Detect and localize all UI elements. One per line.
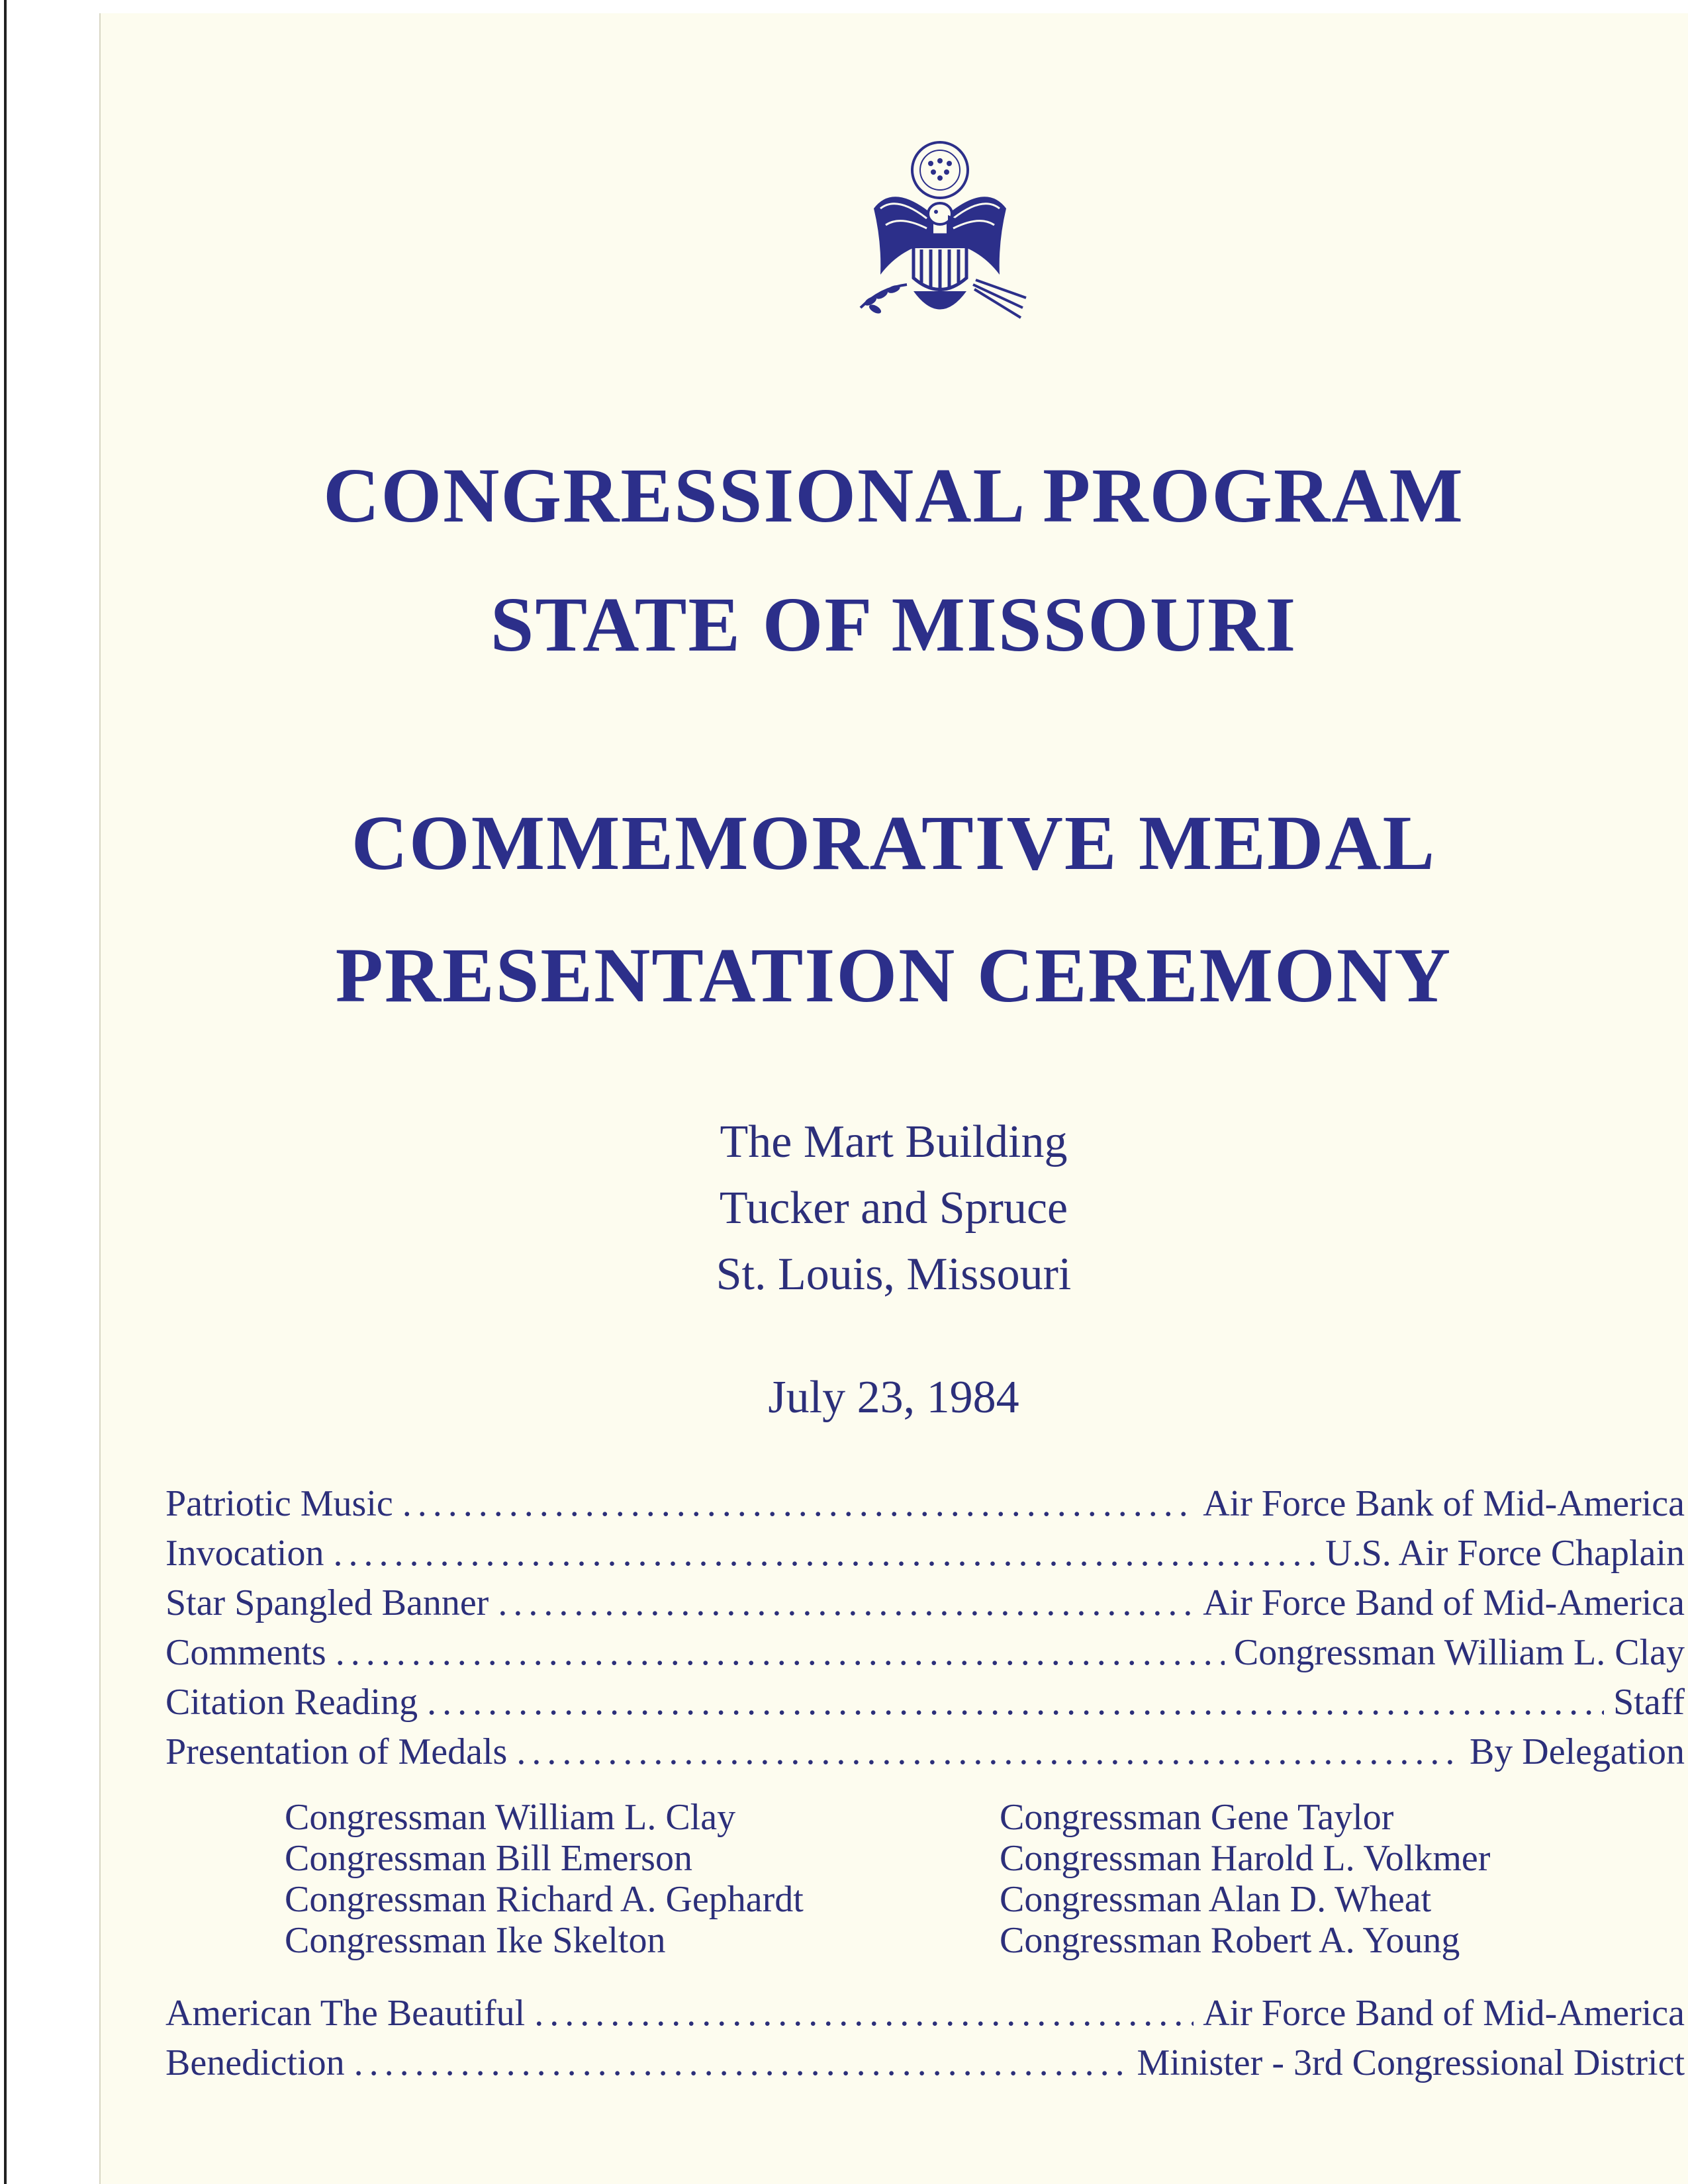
program-performer: U.S. Air Force Chaplain [1325,1533,1685,1574]
venue-city: St. Louis, Missouri [716,1249,1072,1300]
leader-dots [534,1992,1194,2034]
delegation-member: Congressman Robert A. Young [1000,1920,1460,1961]
program-item: Star Spangled Banner [165,1582,489,1623]
leader-dots [402,1482,1194,1525]
leader-dots [336,1631,1225,1674]
leader-dots [333,1532,1316,1574]
program-performer: By Delegation [1469,1731,1685,1772]
great-seal-eagle-icon [834,136,1046,347]
title-line-2: STATE OF MISSOURI [490,581,1297,668]
delegation-member: Congressman Gene Taylor [1000,1797,1394,1838]
delegation-member: Congressman Harold L. Volkmer [1000,1838,1491,1879]
leader-dots [427,1681,1604,1723]
delegation-column-left [285,1797,804,1961]
program-row [165,1631,1685,1680]
delegation-member: Congressman Bill Emerson [285,1838,692,1879]
program-item: Presentation of Medals [165,1731,508,1772]
leader-dots [498,1582,1194,1624]
program-performer: Air Force Band of Mid-America [1203,1993,1685,2034]
venue-building: The Mart Building [720,1116,1068,1167]
program-item: Comments [165,1632,326,1673]
leader-dots [516,1731,1460,1773]
title-line-1: CONGRESSIONAL PROGRAM [323,452,1464,539]
program-performer: Air Force Band of Mid-America [1203,1582,1685,1623]
program-row [165,1681,1685,1730]
event-date: July 23, 1984 [768,1372,1019,1423]
delegation-column-right [1000,1797,1490,1961]
title-line-4: PRESENTATION CEREMONY [335,932,1452,1019]
program-performer: Air Force Bank of Mid-America [1203,1483,1685,1524]
program-row [165,1482,1685,1531]
program-item: Patriotic Music [165,1483,393,1524]
program-row [165,1532,1685,1581]
program-performer: Congressman William L. Clay [1233,1632,1685,1673]
delegation-member: Congressman Richard A. Gephardt [285,1879,804,1920]
program-item: Benediction [165,2042,345,2083]
scan-edge-line [4,0,7,2184]
program-item: American The Beautiful [165,1993,526,2034]
program-row [165,1731,1685,1780]
program-item: Citation Reading [165,1682,418,1723]
scan-margin [0,0,99,2184]
program-row [165,1992,1685,2041]
title-line-3: COMMEMORATIVE MEDAL [351,799,1436,886]
leader-dots [354,2042,1128,2084]
delegation-member: Congressman Ike Skelton [285,1920,666,1961]
program-row [165,1582,1685,1631]
program-performer: Minister - 3rd Congressional District [1137,2042,1685,2083]
program-row [165,2042,1685,2091]
program-item: Invocation [165,1533,324,1574]
venue-streets: Tucker and Spruce [719,1183,1068,1234]
program-performer: Staff [1613,1682,1685,1723]
delegation-member: Congressman William L. Clay [285,1797,736,1838]
delegation-member: Congressman Alan D. Wheat [1000,1879,1432,1920]
